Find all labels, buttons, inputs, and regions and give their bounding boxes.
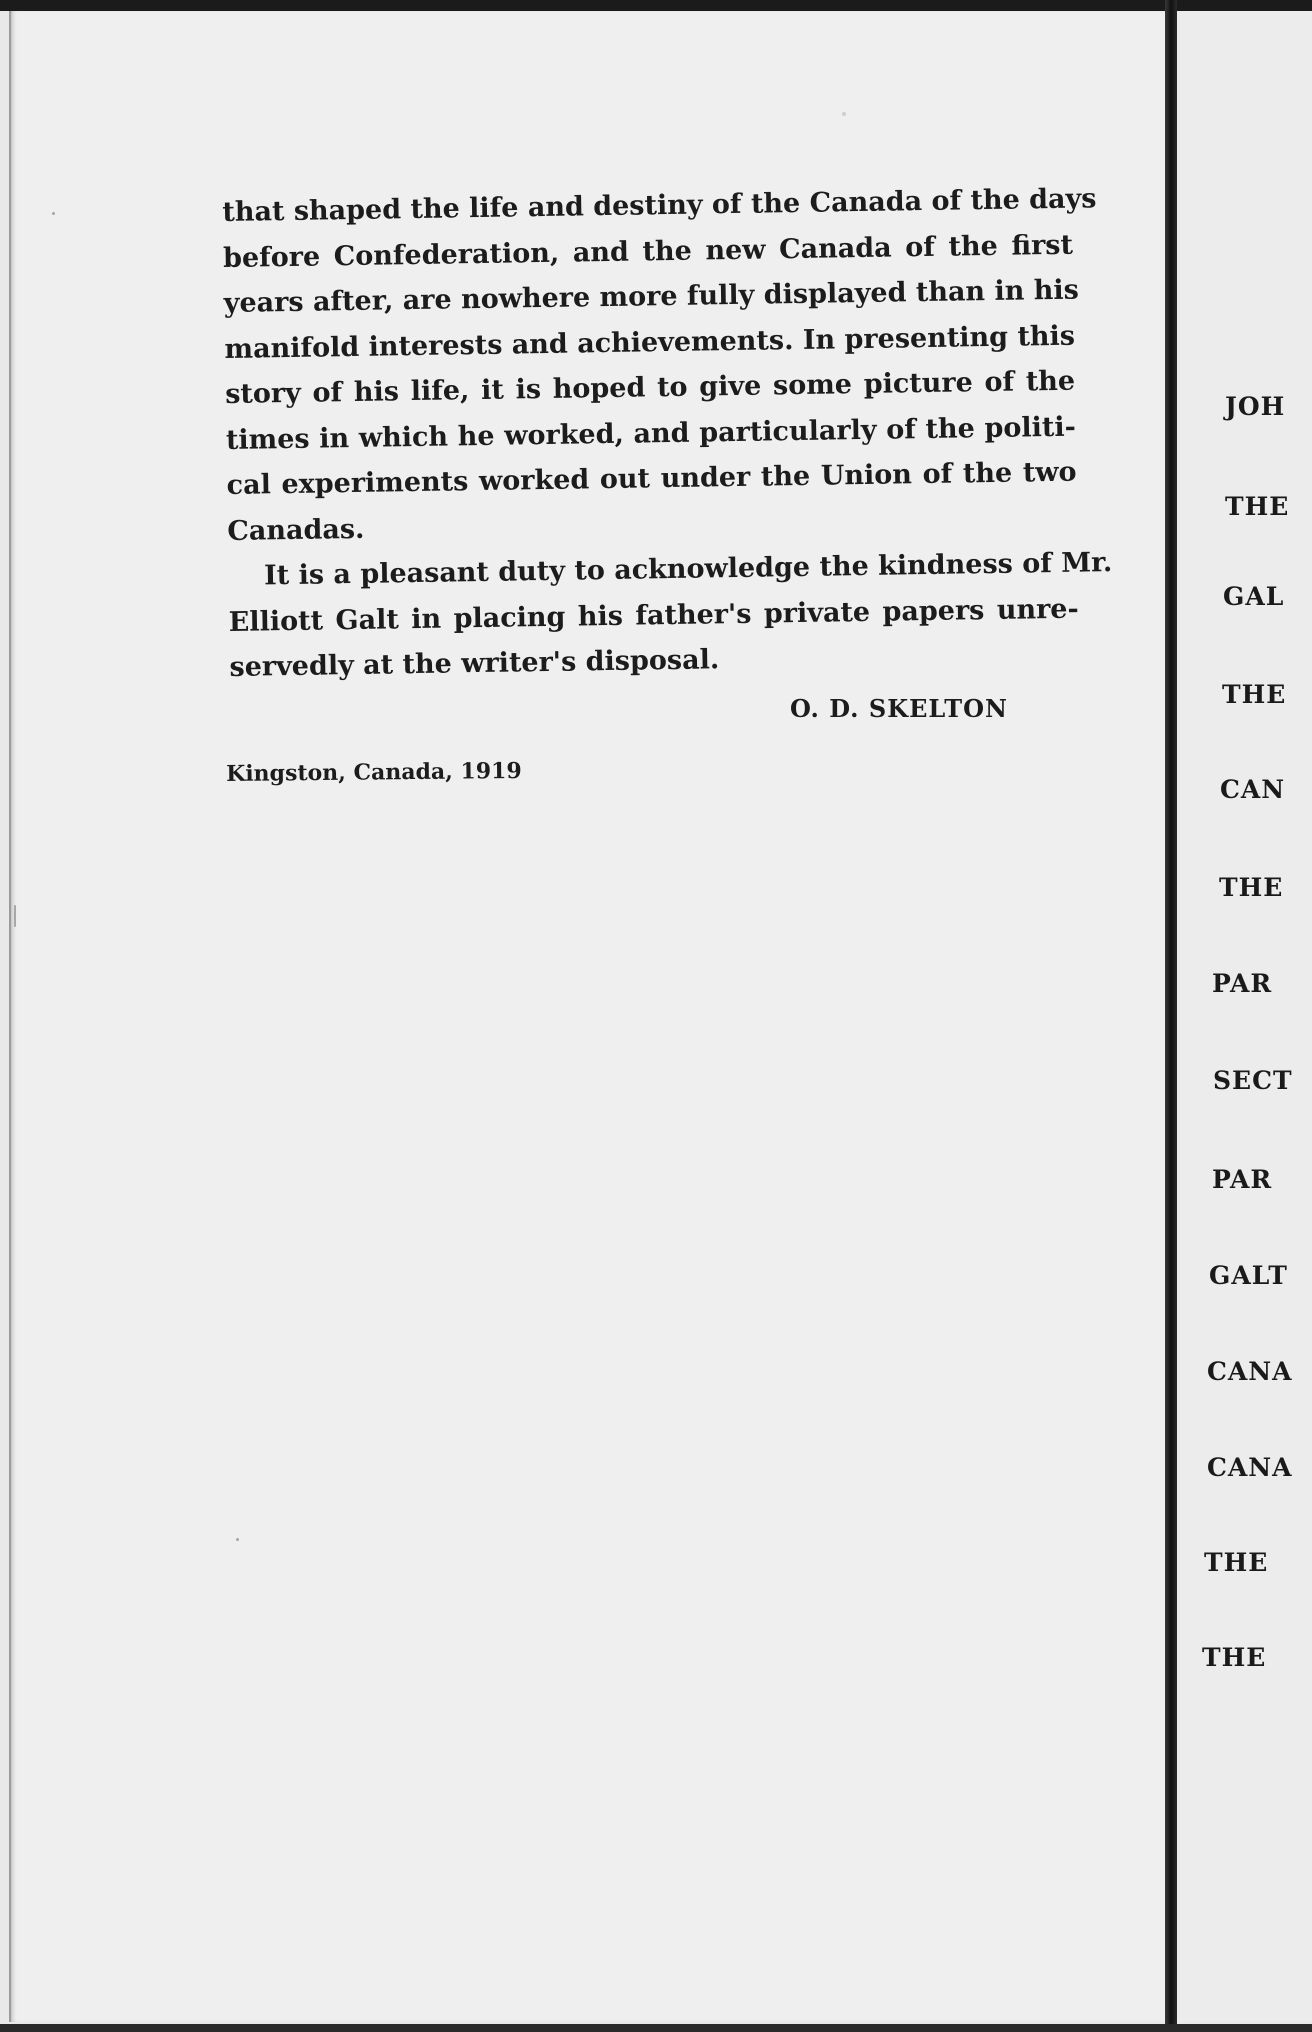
text-line: before Confederation, and the new Canada of the first <box>222 229 1074 274</box>
text-line: story of his life, it is hoped to give some picture of the <box>224 365 1076 410</box>
paper-speck <box>842 112 846 116</box>
text-line: years after, are nowhere more fully displayed than in his <box>223 274 1080 319</box>
text-line: servedly at the writer's disposal. <box>229 644 720 683</box>
text-line: times in which he worked, and particularly of the politi- <box>225 411 1077 456</box>
book-gutter <box>1165 0 1177 2032</box>
paper-speck <box>236 1538 239 1541</box>
contents-entry: THE <box>1202 1643 1267 1672</box>
contents-entry: PAR <box>1212 969 1273 998</box>
preface-paragraph-1 <box>222 177 1097 554</box>
top-scan-edge <box>0 0 1312 11</box>
contents-entry: JOH <box>1225 392 1286 421</box>
contents-entry: GALT <box>1209 1261 1288 1290</box>
text-line: Elliott Galt in placing his father's private papers unre- <box>228 593 1079 638</box>
contents-entry: SECT <box>1213 1066 1293 1095</box>
facing-page-contents <box>1177 11 1312 2022</box>
contents-entry: THE <box>1222 680 1287 709</box>
place-and-date: Kingston, Canada, 1919 <box>226 757 522 787</box>
contents-entry: CANA <box>1207 1357 1293 1386</box>
paper-speck <box>52 212 55 215</box>
facing-page <box>1177 11 1312 2022</box>
text-line: Canadas. <box>227 513 365 547</box>
preface-paragraph-2 <box>228 541 1113 691</box>
contents-entry: CAN <box>1220 775 1286 804</box>
contents-entry: GAL <box>1223 582 1285 611</box>
author-signature: O. D. SKELTON <box>790 694 1008 723</box>
text-line: cal experiments worked out under the Union of the two <box>226 456 1077 501</box>
contents-entry: THE <box>1225 492 1290 521</box>
bottom-scan-edge <box>0 2024 1312 2032</box>
contents-entry: PAR <box>1212 1165 1273 1194</box>
contents-entry: THE <box>1219 873 1284 902</box>
contents-entry: CANA <box>1207 1453 1293 1482</box>
text-line: that shaped the life and destiny of the Canada of the days <box>222 183 1097 228</box>
preface-text <box>222 177 1113 691</box>
paper-speck <box>14 905 16 927</box>
text-line: manifold interests and achievements. In presenting this <box>224 320 1076 365</box>
page-edge-line <box>9 11 11 2022</box>
contents-entry: THE <box>1204 1548 1269 1577</box>
text-line: It is a pleasant duty to acknowledge the kindness of Mr. <box>263 547 1113 592</box>
